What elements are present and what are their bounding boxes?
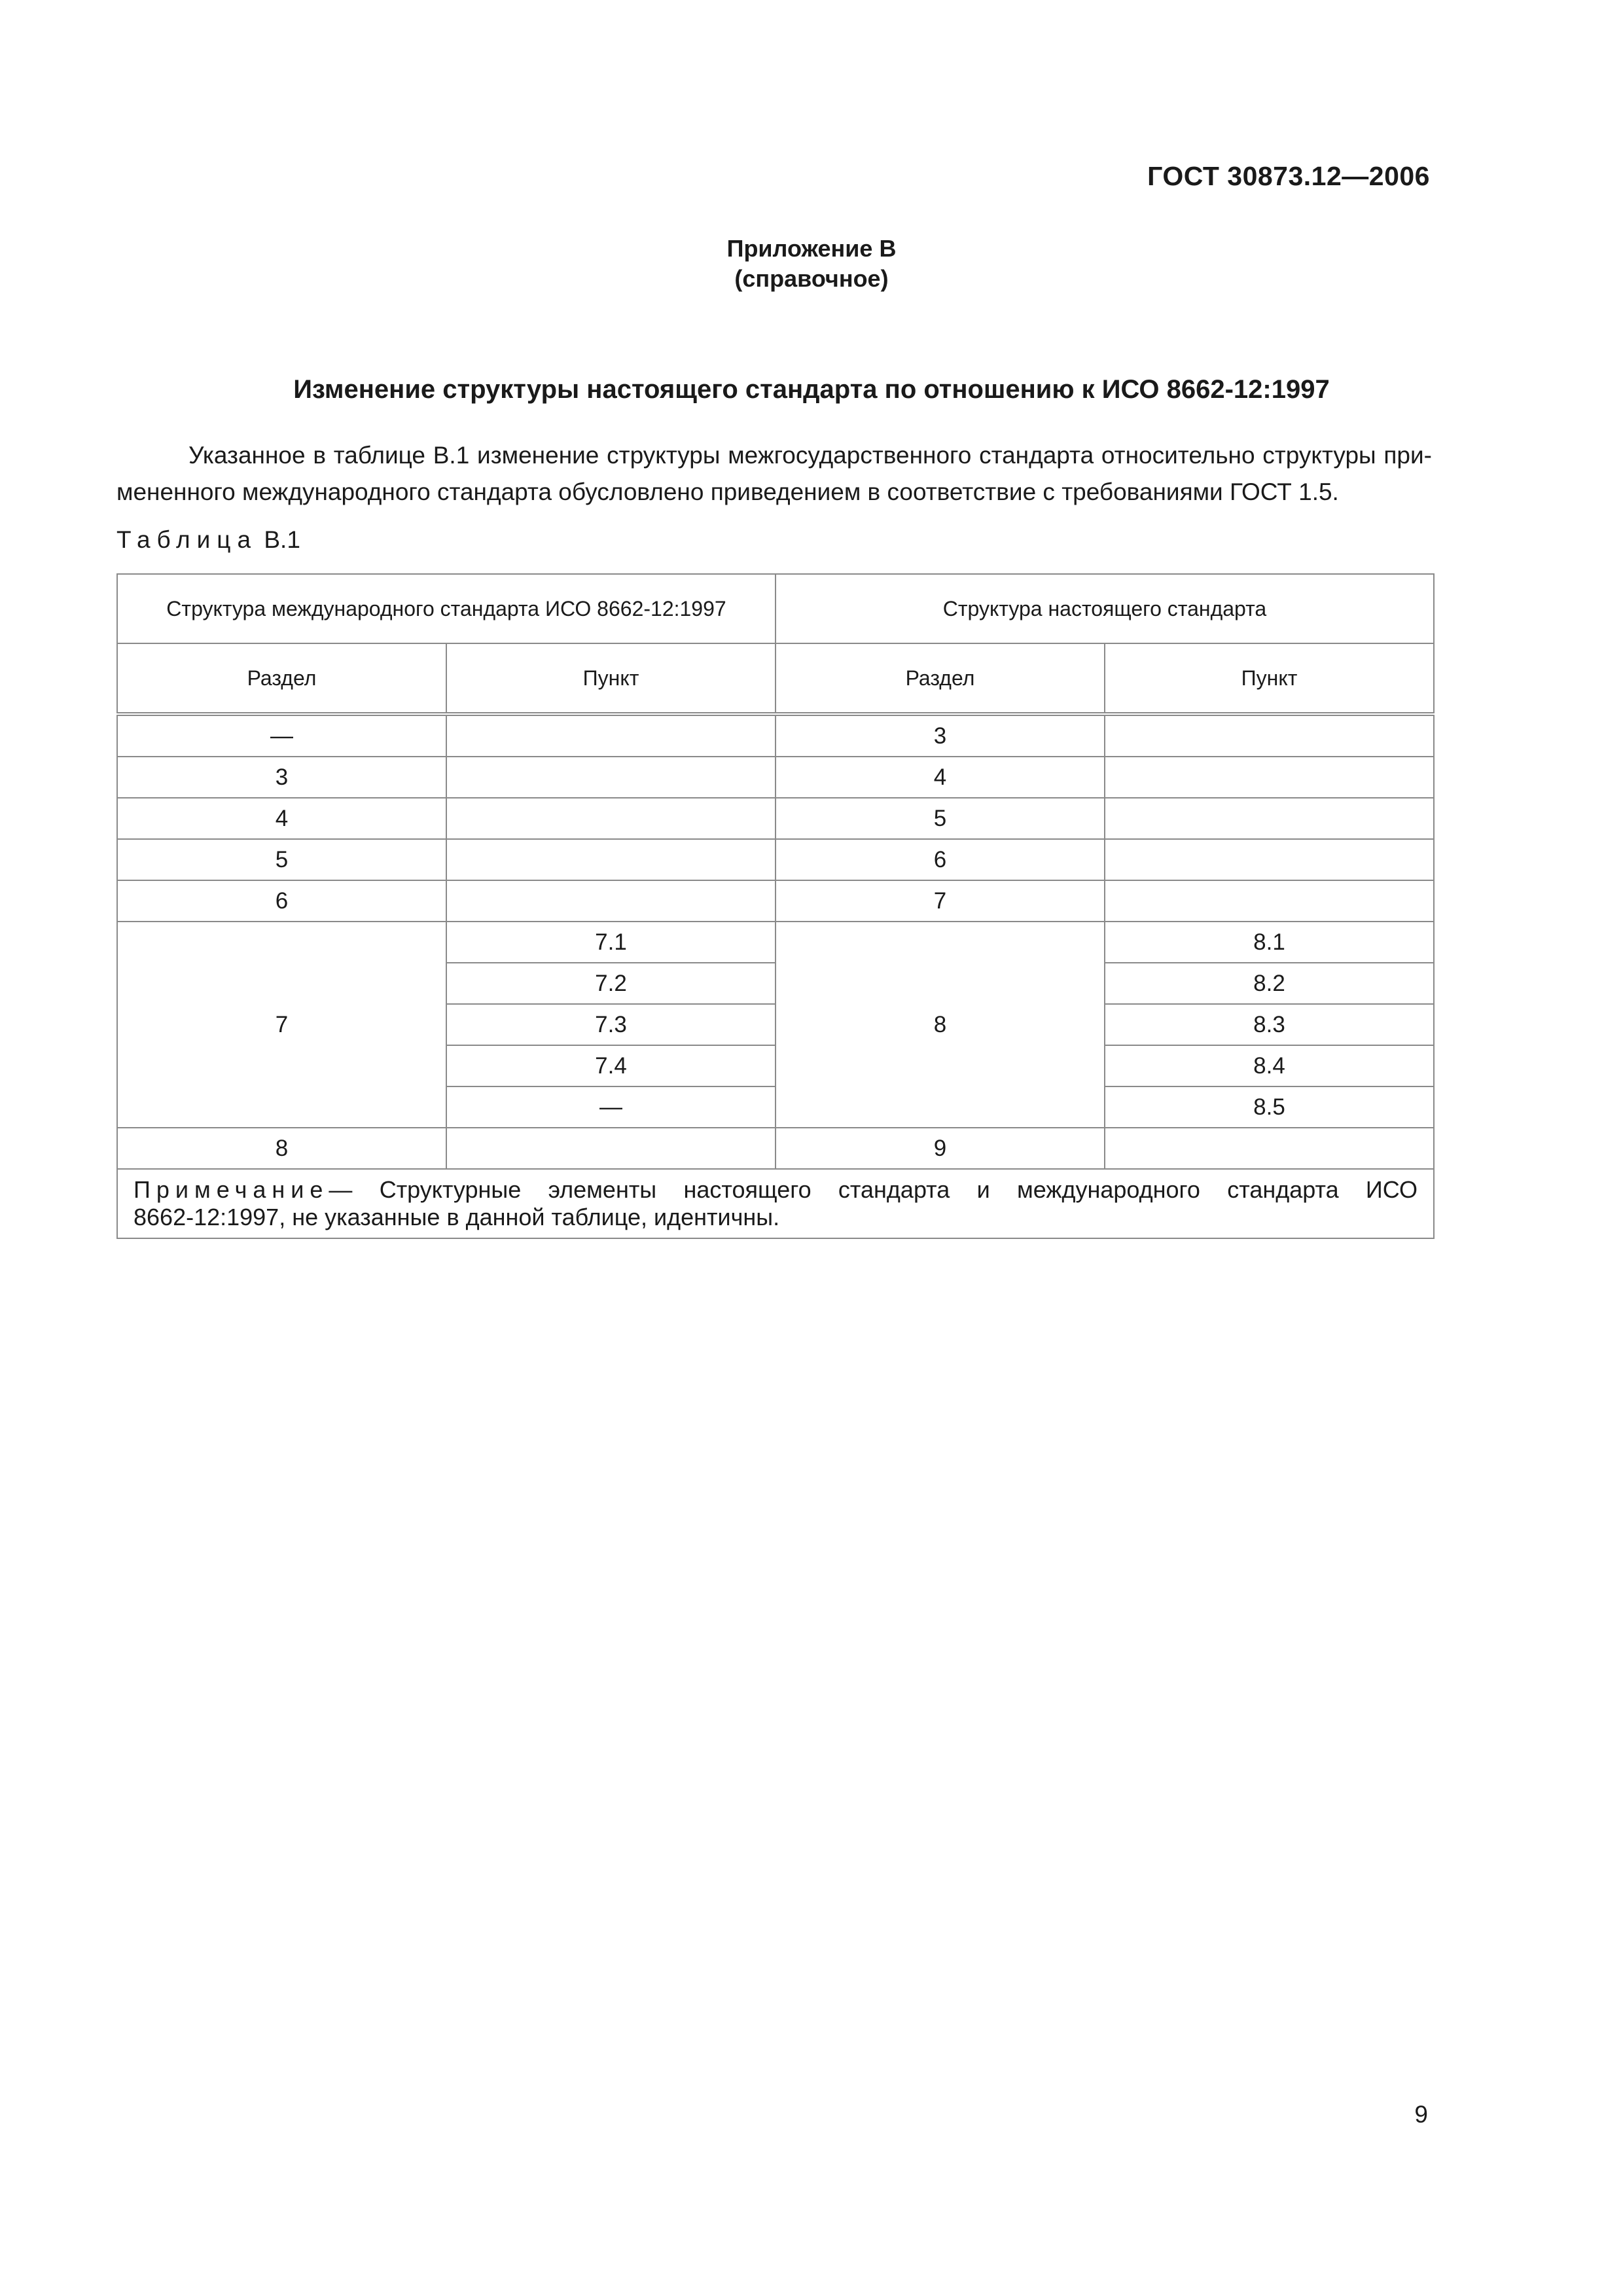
table-cell: — <box>117 714 446 757</box>
iso-section-merged-cell: 7 <box>117 922 446 1128</box>
table-row <box>117 1128 1434 1169</box>
table-row <box>117 839 1434 880</box>
note-line-1: — Структурные элементы настоящего стандарта и международного стандарта ИСО <box>329 1176 1418 1203</box>
table-row <box>117 714 1434 757</box>
table-cell: 8.2 <box>1105 963 1434 1004</box>
table-cell: 7.2 <box>446 963 776 1004</box>
table-cell <box>446 714 776 757</box>
table-row <box>117 880 1434 922</box>
table-cell <box>1105 880 1434 922</box>
table-cell <box>446 1128 776 1169</box>
table-caption-word: Таблица <box>116 526 258 553</box>
structure-table <box>116 573 1435 1239</box>
table-cell: 7 <box>776 880 1105 922</box>
annex-title: Приложение В <box>726 235 897 262</box>
table-cell <box>1105 798 1434 839</box>
table-cell <box>446 880 776 922</box>
table-cell: 6 <box>117 880 446 922</box>
table-cell <box>1105 839 1434 880</box>
table-group-header-row <box>117 574 1434 643</box>
table-cell: 8 <box>117 1128 446 1169</box>
table-cell: 7.4 <box>446 1045 776 1086</box>
note-line-2: 8662-12:1997, не указанные в данной таблице, идентичны. <box>134 1204 780 1230</box>
annex-status: (справочное) <box>734 265 889 292</box>
table-cell: 5 <box>776 798 1105 839</box>
note-label: Примечание <box>134 1176 329 1203</box>
annex-block <box>0 234 1623 294</box>
table-cell: 9 <box>776 1128 1105 1169</box>
header-current-structure: Структура настоящего стандарта <box>776 574 1434 643</box>
table-cell: — <box>446 1086 776 1128</box>
table-row <box>117 757 1434 798</box>
table-note-row <box>117 1169 1434 1238</box>
table-sub-header-row <box>117 643 1434 714</box>
section-heading: Изменение структуры настоящего стандарта по отношению к ИСО 8662-12:1997 <box>293 375 1330 404</box>
page-number: 9 <box>1414 2101 1428 2128</box>
paragraph-line-2: мененного международного стандарта обусловлено приведением в соответствие с требованиями ГОСТ 1.5. <box>116 478 1339 505</box>
table-cell <box>1105 757 1434 798</box>
header-iso-item: Пункт <box>446 643 776 714</box>
table-cell: 8.5 <box>1105 1086 1434 1128</box>
table-cell <box>1105 714 1434 757</box>
header-iso-section: Раздел <box>117 643 446 714</box>
table-cell: 5 <box>117 839 446 880</box>
table-cell: 7.1 <box>446 922 776 963</box>
paragraph-line-1: Указанное в таблице В.1 изменение структуры межгосударственного стандарта относительно структуры при- <box>188 442 1432 469</box>
table-cell: 6 <box>776 839 1105 880</box>
table-cell <box>446 798 776 839</box>
table-row <box>117 798 1434 839</box>
table-row <box>117 922 1434 963</box>
table-cell <box>446 839 776 880</box>
table-cell: 4 <box>776 757 1105 798</box>
table-cell: 8.1 <box>1105 922 1434 963</box>
header-std-item: Пункт <box>1105 643 1434 714</box>
table-caption <box>116 526 300 554</box>
intro-paragraph <box>116 437 1432 511</box>
table-cell: 3 <box>117 757 446 798</box>
table-cell: 3 <box>776 714 1105 757</box>
header-std-section: Раздел <box>776 643 1105 714</box>
table-cell <box>446 757 776 798</box>
table-cell: 8.4 <box>1105 1045 1434 1086</box>
std-section-merged-cell: 8 <box>776 922 1105 1128</box>
document-code: ГОСТ 30873.12—2006 <box>1147 161 1430 191</box>
table-caption-number: В.1 <box>264 526 300 553</box>
header-iso-structure: Структура международного стандарта ИСО 8662-12:1997 <box>117 574 776 643</box>
table-cell: 7.3 <box>446 1004 776 1045</box>
table-note <box>117 1169 1434 1238</box>
table-cell: 8.3 <box>1105 1004 1434 1045</box>
table-cell <box>1105 1128 1434 1169</box>
table-cell: 4 <box>117 798 446 839</box>
